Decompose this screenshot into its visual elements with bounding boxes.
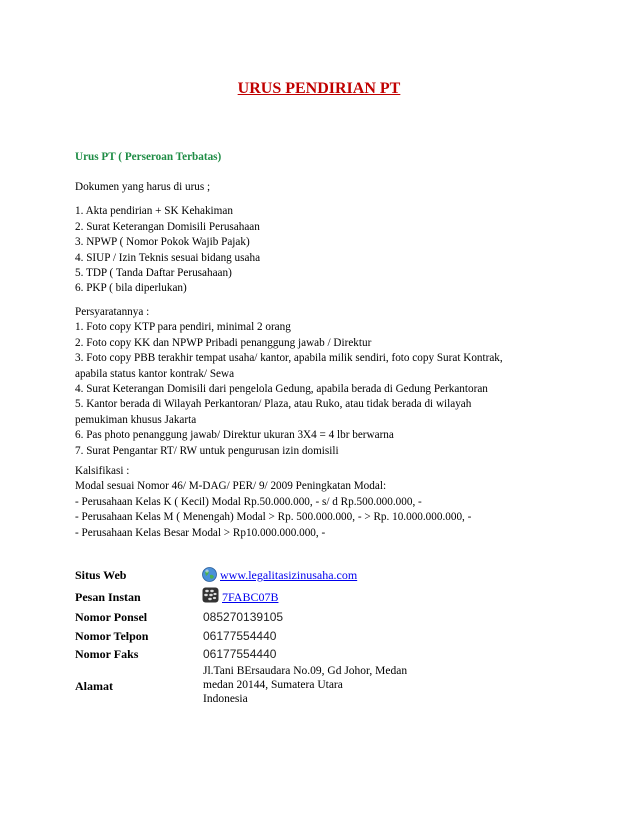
telpon-label: Nomor Telpon <box>75 629 149 643</box>
contact-row-web <box>75 568 575 586</box>
faks-label: Nomor Faks <box>75 647 139 661</box>
alamat-line: Indonesia <box>203 693 248 705</box>
alamat-line: medan 20144, Sumatera Utara <box>203 679 343 691</box>
dokumen-item: 1. Akta pendirian + SK Kehakiman <box>75 205 233 218</box>
persyaratan-item: 6. Pas photo penanggung jawab/ Direktur ukuran 3X4 = 4 lbr berwarna <box>75 429 394 442</box>
contact-row-faks <box>75 647 575 665</box>
blackberry-messenger-icon <box>202 587 219 607</box>
persyaratan-item: 3. Foto copy PBB terakhir tempat usaha/ kantor, apabila milik sendiri, foto copy Surat Kontrak, <box>75 352 503 365</box>
section-subtitle: Urus PT ( Perseroan Terbatas) <box>75 151 222 163</box>
klasifikasi-item: Modal sesuai Nomor 46/ M-DAG/ PER/ 9/ 2009 Peningkatan Modal: <box>75 480 387 493</box>
alamat-value <box>203 664 407 706</box>
ponsel-label: Nomor Ponsel <box>75 610 148 624</box>
contact-table <box>75 568 575 708</box>
web-label: Situs Web <box>75 568 127 582</box>
dokumen-heading: Dokumen yang harus di urus ; <box>75 181 211 193</box>
persyaratan-item: 1. Foto copy KTP para pendiri, minimal 2 orang <box>75 321 291 334</box>
alamat-label: Alamat <box>75 679 113 693</box>
globe-icon <box>202 567 217 586</box>
web-link[interactable]: www.legalitasizinusaha.com <box>220 568 358 582</box>
contact-row-instan <box>75 590 575 608</box>
persyaratan-item: apabila status kantor kontrak/ Sewa <box>75 367 235 380</box>
klasifikasi-item: - Perusahaan Kelas K ( Kecil) Modal Rp.50.000.000, - s/ d Rp.500.000.000, - <box>75 495 422 508</box>
dokumen-item: 3. NPWP ( Nomor Pokok Wajib Pajak) <box>75 236 250 249</box>
persyaratan-item: 2. Foto copy KK dan NPWP Pribadi penanggung jawab / Direktur <box>75 336 372 349</box>
alamat-line: Jl.Tani BErsaudara No.09, Gd Johor, Medan <box>203 665 408 677</box>
page-title: URUS PENDIRIAN PT <box>237 80 401 97</box>
persyaratan-heading: Persyaratannya : <box>75 306 150 318</box>
dokumen-item: 4. SIUP / Izin Teknis sesuai bidang usaha <box>75 251 261 264</box>
contact-row-telpon <box>75 629 575 647</box>
klasifikasi-item: - Perusahaan Kelas Besar Modal > Rp10.000.000.000, - <box>75 526 326 539</box>
persyaratan-item: 4. Surat Keterangan Domisili dari pengelola Gedung, apabila berada di Gedung Perkantoran <box>75 383 488 396</box>
contact-row-ponsel <box>75 610 575 628</box>
section-klasifikasi <box>75 464 595 541</box>
instan-label: Pesan Instan <box>75 590 141 604</box>
dokumen-item: 2. Surat Keterangan Domisili Perusahaan <box>75 220 260 233</box>
dokumen-item: 5. TDP ( Tanda Daftar Perusahaan) <box>75 267 232 280</box>
dokumen-item: 6. PKP ( bila diperlukan) <box>75 282 187 295</box>
persyaratan-item: pemukiman khusus Jakarta <box>75 413 197 426</box>
persyaratan-item: 5. Kantor berada di Wilayah Perkantoran/ Plaza, atau Ruko, atau tidak berada di wilayah <box>75 398 472 411</box>
telpon-value: 06177554440 <box>203 629 277 643</box>
instan-link[interactable]: 7FABC07B <box>222 590 279 604</box>
klasifikasi-item: - Perusahaan Kelas M ( Menengah) Modal > Rp. 500.000.000, - > Rp. 10.000.000.000, - <box>75 511 472 524</box>
persyaratan-item: 7. Surat Pengantar RT/ RW untuk pengurusan izin domisili <box>75 444 339 457</box>
ponsel-value: 085270139105 <box>203 610 284 624</box>
section-urus-pt <box>75 150 595 165</box>
section-persyaratan <box>75 305 595 459</box>
klasifikasi-heading: Kalsifikasi : <box>75 465 130 477</box>
section-dokumen <box>75 180 595 297</box>
faks-value: 06177554440 <box>203 647 277 661</box>
contact-row-alamat <box>75 664 575 708</box>
